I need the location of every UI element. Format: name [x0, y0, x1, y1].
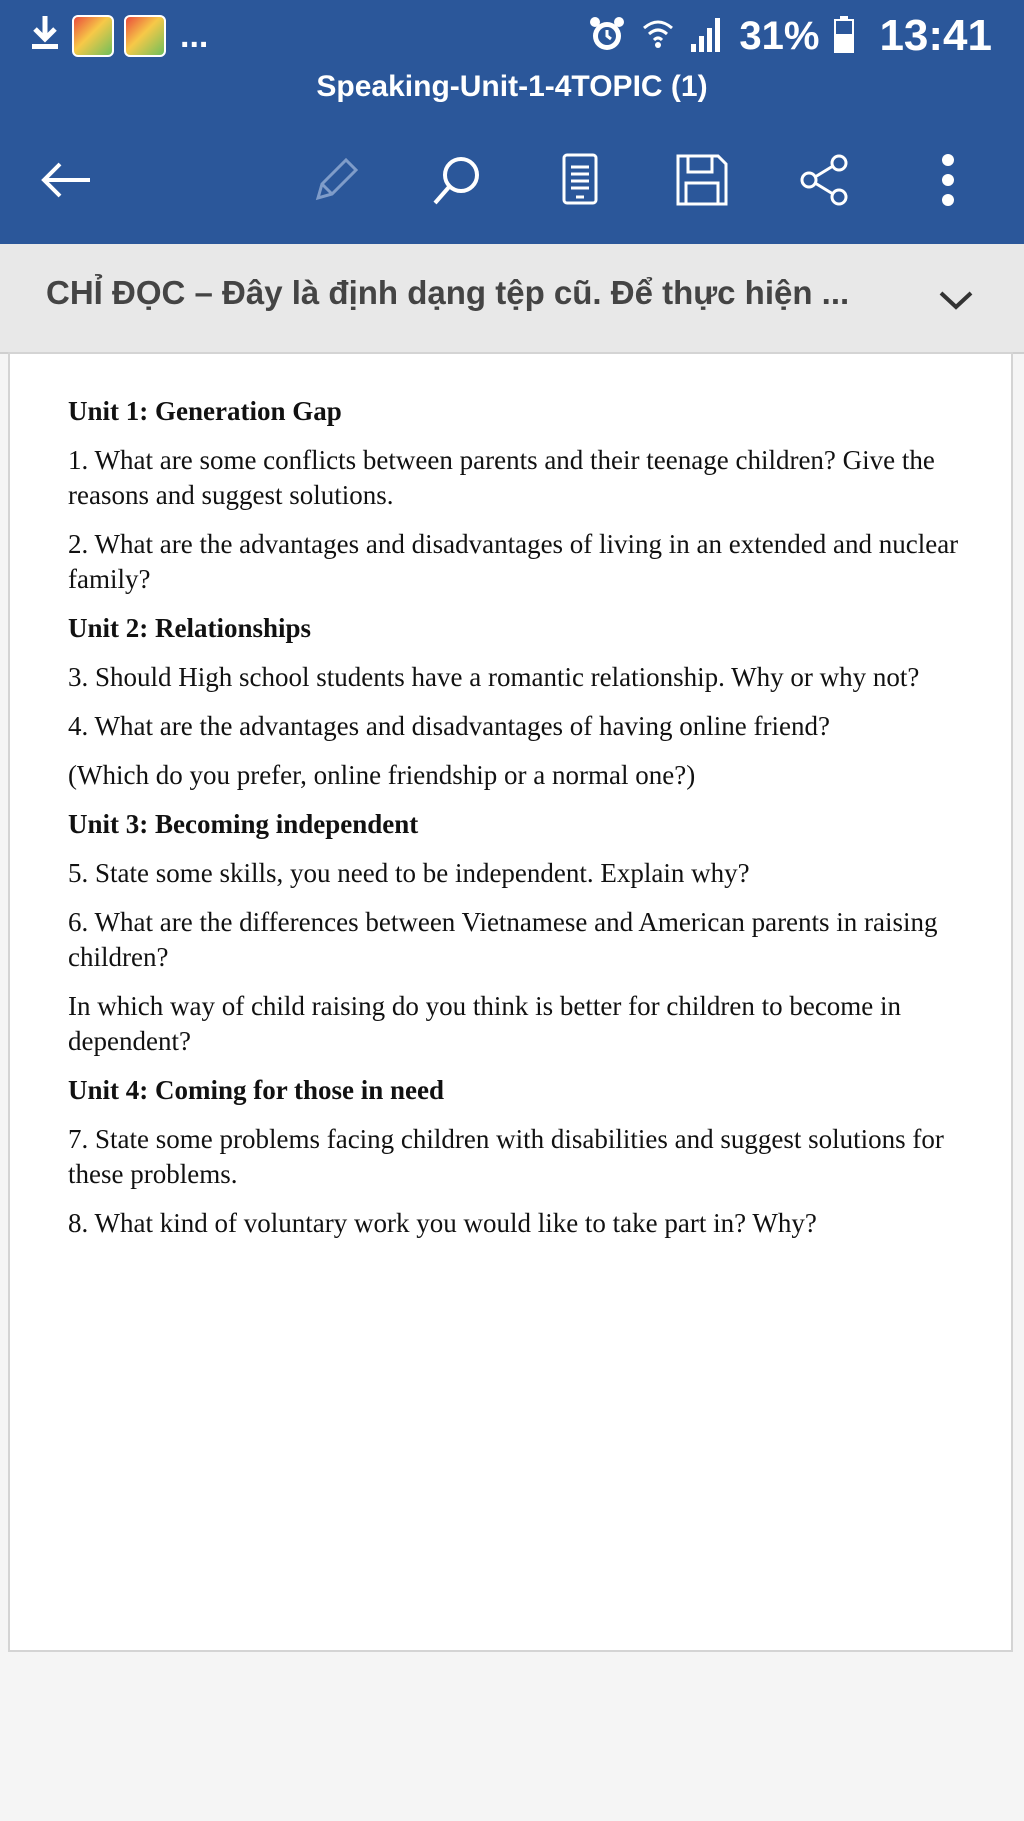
status-bar [0, 0, 1024, 72]
alarm-icon [587, 14, 627, 59]
document-body [68, 394, 968, 1255]
system-status [587, 8, 992, 64]
battery-icon [833, 14, 855, 59]
battery-percentage: 31% [739, 13, 820, 58]
more-options-button[interactable] [908, 140, 988, 220]
unit-heading: Unit 3: Becoming independent [68, 809, 419, 839]
document-title: Speaking-Unit-1-4TOPIC (1) [316, 70, 708, 103]
search-icon [429, 151, 487, 209]
clock: 13:41 [879, 11, 992, 60]
question: 2. What are the advantages and disadvantages of living in an extended and nuclear family? [68, 529, 959, 594]
read-only-banner[interactable] [0, 244, 1024, 354]
save-icon [673, 151, 731, 209]
share-icon [795, 151, 853, 209]
expand-banner-button[interactable] [928, 272, 984, 328]
notification-icons [28, 12, 208, 59]
app-notification-icon [72, 15, 114, 57]
question-followup: In which way of child raising do you think is better for children to become in dependent? [68, 991, 902, 1056]
unit-heading: Unit 1: Generation Gap [68, 396, 342, 426]
question: 5. State some skills, you need to be independent. Explain why? [68, 858, 750, 888]
question: 6. What are the differences between Vietnamese and American parents in raising children? [68, 907, 938, 972]
more-notifications-indicator: ... [180, 16, 209, 55]
question: 4. What are the advantages and disadvantages of having online friend? [68, 711, 830, 741]
read-only-message: CHỈ ĐỌC – Đây là định dạng tệp cũ. Để thực hiện ... [46, 274, 850, 311]
unit-heading: Unit 4: Coming for those in need [68, 1075, 445, 1105]
app-header [0, 0, 1024, 244]
signal-icon [689, 14, 725, 59]
reading-view-button[interactable] [540, 140, 620, 220]
app-notification-icon [124, 15, 166, 57]
download-icon [28, 12, 62, 59]
question: 1. What are some conflicts between parents and their teenage children? Give the reasons and suggest solutions. [68, 445, 935, 510]
toolbar [0, 140, 1024, 220]
chevron-down-icon [938, 288, 974, 312]
question: 3. Should High school students have a romantic relationship. Why or why not? [68, 662, 920, 692]
back-button[interactable] [26, 140, 106, 220]
search-button[interactable] [418, 140, 498, 220]
unit-heading: Unit 2: Relationships [68, 613, 312, 643]
share-button[interactable] [784, 140, 864, 220]
more-vertical-icon [938, 152, 958, 208]
pencil-icon [308, 152, 364, 208]
question: 7. State some problems facing children with disabilities and suggest solutions for these problems. [68, 1124, 944, 1189]
question-followup: (Which do you prefer, online friendship or a normal one?) [68, 760, 696, 790]
wifi-icon [641, 14, 675, 59]
question: 8. What kind of voluntary work you would like to take part in? Why? [68, 1208, 817, 1238]
save-button[interactable] [662, 140, 742, 220]
back-arrow-icon [36, 155, 96, 205]
mobile-view-icon [558, 151, 602, 209]
document-page[interactable] [8, 352, 1013, 1652]
edit-button[interactable] [296, 140, 376, 220]
